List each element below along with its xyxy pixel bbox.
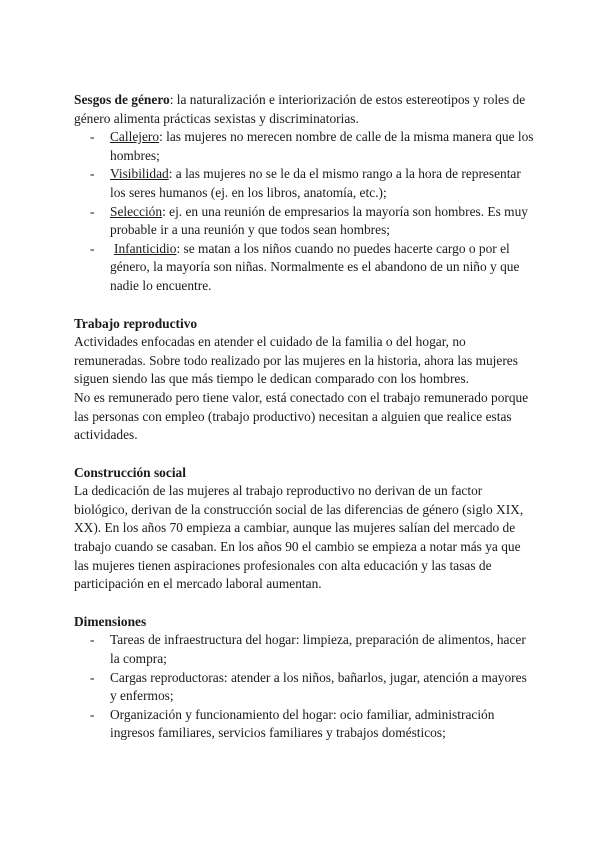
list-item-text: Tareas de infraestructura del hogar: limpieza, preparación de alimentos, hacer la compra; bbox=[110, 632, 526, 667]
paragraph: No es remunerado pero tiene valor, está conectado con el trabajo remunerado porque las personas con empleo (trabajo productivo) necesitan a alguien que realice estas actividades. bbox=[74, 389, 529, 443]
paragraph: La dedicación de las mujeres al trabajo reproductivo no derivan de un factor biológico, derivan de la construcción social de las diferencias de género (siglo XIX, XX). En los años 70 empieza a cambiar, aunque las mujeres salían del mercado de trabajo cuando se casaban. En los años 90 el cambio se empieza a notar más ya que las mujeres tienen aspiraciones profesionales con alta educación y las tasas de participación en el mercado laboral aumentan. bbox=[74, 483, 524, 592]
bullet-dash: - bbox=[90, 129, 95, 145]
bullet-dash: - bbox=[90, 706, 95, 722]
list-item bbox=[74, 706, 534, 743]
sesgos-intro-text: : la naturalización e interiorización de estos estereotipos y roles de género alimenta prácticas sexistas y discriminatorias. bbox=[74, 92, 526, 126]
list-item-text: : se matan a los niños cuando no puedes hacerte cargo o por el género, la mayoría son niñas. Normalmente es el abandono de un niño y que nadie lo encuentre. bbox=[110, 240, 520, 293]
section-heading: Construcción social bbox=[74, 464, 186, 480]
list-item bbox=[74, 240, 534, 296]
bullet-dash: - bbox=[90, 632, 95, 648]
term-callejero: Callejero bbox=[110, 129, 160, 145]
list-item bbox=[74, 631, 534, 668]
list-item bbox=[74, 203, 534, 240]
paragraph: Actividades enfocadas en atender el cuidado de la familia o del hogar, no remuneradas. Sobre todo realizado por las mujeres en la historia, ahora las mujeres siguen siendo las que más tiempo le dedican comparado con los hombres. bbox=[74, 334, 518, 387]
bullet-dash: - bbox=[90, 240, 95, 256]
section-construccion-social bbox=[74, 464, 534, 594]
term-infanticidio: Infanticidio bbox=[114, 240, 177, 256]
section-sesgos-genero bbox=[74, 91, 534, 296]
list-item bbox=[74, 669, 534, 706]
list-item bbox=[74, 128, 534, 165]
section-dimensiones bbox=[74, 613, 534, 743]
document-body bbox=[74, 91, 534, 762]
list-item-text: Organización y funcionamiento del hogar: ocio familiar, administración ingresos familiares, servicios familiares y trabajos domésticos; bbox=[110, 706, 495, 741]
section-heading: Dimensiones bbox=[74, 613, 147, 629]
section-heading: Trabajo reproductivo bbox=[74, 315, 198, 331]
list-item-text: : a las mujeres no se le da el mismo rango a la hora de representar los seres humanos (ej. en los libros, anatomía, etc.); bbox=[110, 166, 521, 200]
dimensiones-list bbox=[74, 631, 534, 743]
list-item bbox=[74, 165, 534, 202]
bullet-dash: - bbox=[90, 166, 95, 182]
bullet-dash: - bbox=[90, 669, 95, 685]
term-seleccion: Selección bbox=[110, 203, 163, 219]
sesgos-list bbox=[74, 128, 534, 295]
sesgos-intro bbox=[74, 91, 534, 128]
list-item-text: : ej. en una reunión de empresarios la mayoría son hombres. Es muy probable ir a una reunión y que todos sean hombres; bbox=[110, 203, 528, 238]
section-trabajo-reproductivo bbox=[74, 315, 534, 445]
term-visibilidad: Visibilidad bbox=[110, 166, 169, 182]
bullet-dash: - bbox=[90, 203, 95, 219]
list-item-text: : las mujeres no merecen nombre de calle de la misma manera que los hombres; bbox=[110, 129, 534, 163]
list-item-text: Cargas reproductoras: atender a los niños, bañarlos, jugar, atención a mayores y enfermos; bbox=[110, 669, 527, 704]
section-heading: Sesgos de género bbox=[74, 92, 170, 107]
